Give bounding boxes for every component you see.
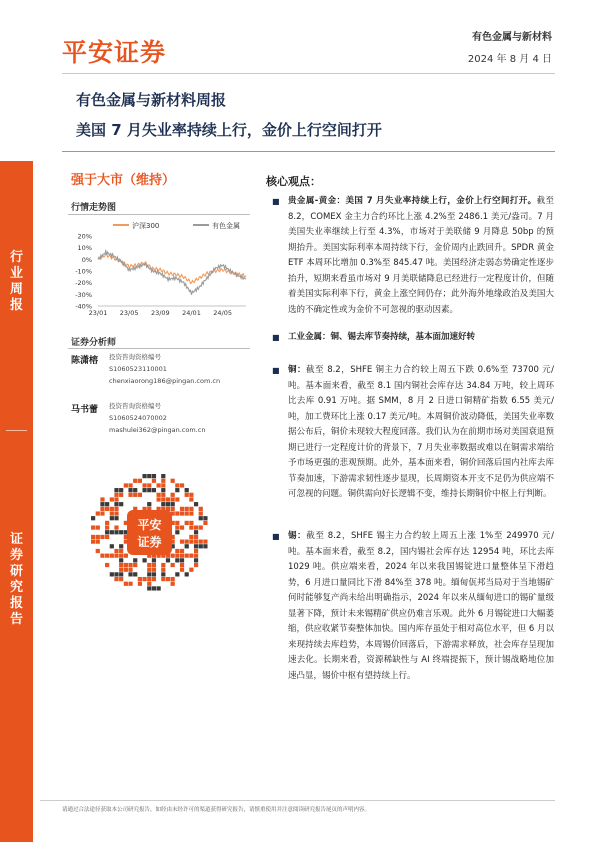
- qr-module: [114, 502, 118, 506]
- qr-module: [180, 563, 184, 567]
- qr-module: [128, 568, 132, 572]
- x-tick-label: 23/09: [150, 309, 170, 317]
- qr-module: [128, 572, 132, 576]
- analyst-name: 陈潇榕: [71, 356, 99, 366]
- qr-module: [147, 568, 151, 572]
- qr-module: [203, 540, 207, 544]
- sidebar-char: 报: [9, 596, 23, 611]
- analyst-cert-label: 投资咨询资格编号: [109, 353, 161, 361]
- qr-module: [194, 525, 198, 529]
- analyst-email[interactable]: mashulei362@pingan.com.cn: [109, 426, 206, 434]
- qr-module: [119, 549, 123, 553]
- qr-logo-text-top: 平安: [137, 518, 162, 532]
- qr-module: [199, 540, 203, 544]
- x-tick-label: 23/01: [88, 309, 108, 317]
- y-tick-label: 0%: [81, 255, 92, 264]
- y-tick-label: -40%: [75, 302, 92, 311]
- qr-module: [180, 507, 184, 511]
- paragraph-lead: 锡：: [288, 531, 307, 541]
- y-tick-label: 10%: [77, 244, 92, 253]
- qr-module: [194, 554, 198, 558]
- qr-module: [157, 493, 161, 497]
- qr-module: [133, 558, 137, 562]
- qr-module: [119, 572, 123, 576]
- qr-module: [175, 558, 179, 562]
- qr-module: [171, 493, 175, 497]
- qr-module: [189, 507, 193, 511]
- qr-module: [194, 549, 198, 553]
- qr-module: [175, 497, 179, 501]
- sidebar-char: 究: [9, 580, 23, 595]
- qr-module: [96, 535, 100, 539]
- qr-module: [194, 544, 198, 548]
- qr-module: [91, 525, 95, 529]
- qr-module: [105, 507, 109, 511]
- qr-module: [138, 479, 142, 483]
- qr-module: [175, 488, 179, 492]
- qr-module: [194, 540, 198, 544]
- x-tick-label: 24/05: [213, 309, 232, 317]
- qr-module: [157, 483, 161, 487]
- qr-module: [166, 497, 170, 501]
- qr-module: [96, 525, 100, 529]
- qr-module: [194, 502, 198, 506]
- qr-module: [110, 544, 114, 548]
- qr-module: [110, 516, 114, 520]
- y-tick-label: -10%: [75, 267, 92, 276]
- paragraph-lead: 工业金属：铜、锡去库节奏持续，基本面加速好转: [288, 332, 476, 342]
- qr-module: [147, 577, 151, 581]
- qr-module: [124, 483, 128, 487]
- qr-module: [100, 507, 104, 511]
- qr-module: [152, 572, 156, 576]
- paragraph-body: 截至 8.2，SHFE 铜主力合约较上周五下跌 0.6%至 73700 元/吨。基本面来看，截至 8.1 国内铜社会库存达 34.84 万吨，较上周环比去库 0.91 万吨。据 SMM，8 月 2 日进口铜精矿指数 6.55 美元/吨，加工费环比上涨 0.17 美元/吨。本周铜价波动降低，美国失业率数据公布后，铜价未现较大程度回落。我们认为在前期市场对美国衰退预期已进行一定程度计价的背景下，7 月失业率数据或难以在铜需求端给予市场更强的悲观预期。此外，基本面来看，铜价回落后国内社库去库节奏加速，下游需求韧性逐步显现，长周期资本开支不足仍为供应端不可忽视的问题。铜供需向好长逻辑不变，维持长期铜价中枢上行判断。: [288, 365, 554, 499]
- qr-module: [114, 572, 118, 576]
- footer-divider: [40, 800, 555, 801]
- series-line: [98, 251, 246, 295]
- qr-module: [96, 511, 100, 515]
- qr-module: [185, 511, 189, 515]
- qr-module: [119, 488, 123, 492]
- bullet-icon: ■: [272, 532, 280, 541]
- qr-module: [142, 488, 146, 492]
- qr-module: [175, 525, 179, 529]
- qr-module: [138, 577, 142, 581]
- qr-module: [142, 474, 146, 478]
- qr-module: [152, 558, 156, 562]
- core-view-title: 核心观点：: [266, 175, 321, 188]
- footer-disclaimer: 请通过合法途径获取本公司研究报告，如经由未经许可的渠道获得研究报告，请慎重使用并注意阅读研究报告尾页的声明内容。: [62, 807, 371, 813]
- qr-module: [119, 530, 123, 534]
- qr-module: [142, 577, 146, 581]
- qr-module: [142, 558, 146, 562]
- qr-module: [175, 572, 179, 576]
- bullet-icon: ■: [272, 197, 280, 206]
- header-date: 2024 年 8 月 4 日: [467, 54, 552, 65]
- chart-section-label: 行情走势图: [71, 203, 117, 213]
- qr-module: [185, 544, 189, 548]
- qr-module: [147, 502, 151, 506]
- sidebar-char: 告: [9, 612, 23, 627]
- qr-module: [114, 577, 118, 581]
- qr-module: [119, 493, 123, 497]
- qr-module: [189, 554, 193, 558]
- qr-module: [185, 572, 189, 576]
- title-divider: [62, 151, 555, 152]
- paragraph-body: 截至 8.2，COMEX 金主力合约环比上涨 4.2%至 2486.1 美元/盎司。7 月美国失业率继续上行至 4.3%，市场对于美联储 9 月降息 50bp 的预期抬升。美国实际利率本周持续下行，金价周内止跌回升。SPDR 黄金 ETF 本周环比增加 0.3%至 845.47 吨。美国经济走弱态势确定性逐步抬升，短期来看虽市场对 9 月美联储降息已经进行一定程度计价，但随着美国实际利率下行，黄金上涨空间仍存；此外海外地缘政治及美国大选的不确定性或为金价不可忽视的驱动因素。: [288, 196, 554, 315]
- qr-module: [189, 535, 193, 539]
- qr-module: [91, 516, 95, 520]
- qr-module: [91, 535, 95, 539]
- qr-module: [100, 535, 104, 539]
- qr-module: [133, 563, 137, 567]
- y-tick-label: -20%: [75, 279, 92, 288]
- qr-module: [161, 502, 165, 506]
- sidebar-char: 行: [9, 250, 23, 265]
- analyst-section-divider: [68, 348, 250, 349]
- qr-module: [199, 511, 203, 515]
- qr-module: [138, 493, 142, 497]
- sidebar-char: 证: [9, 532, 23, 547]
- qr-module: [161, 488, 165, 492]
- y-tick-label: -30%: [75, 290, 92, 299]
- analyst-details: [109, 400, 205, 436]
- qr-module: [133, 493, 137, 497]
- paragraph-industrial-metals: [288, 330, 554, 346]
- qr-module: [199, 544, 203, 548]
- qr-module: [194, 535, 198, 539]
- wechat-qr-code[interactable]: [91, 474, 208, 591]
- qr-module: [152, 488, 156, 492]
- qr-module: [180, 525, 184, 529]
- qr-module: [147, 488, 151, 492]
- qr-module: [114, 549, 118, 553]
- qr-module: [100, 554, 104, 558]
- qr-module: [161, 483, 165, 487]
- qr-module: [185, 521, 189, 525]
- qr-module: [171, 582, 175, 586]
- qr-module: [185, 507, 189, 511]
- qr-module: [133, 488, 137, 492]
- qr-module: [114, 493, 118, 497]
- report-headline: 美国 7 月失业率持续上行，金价上行空间打开: [76, 121, 382, 139]
- qr-module: [185, 554, 189, 558]
- qr-module: [180, 558, 184, 562]
- analyst-cert-no: S1060523110001: [109, 365, 167, 373]
- qr-module: [194, 563, 198, 567]
- analyst-cert-label: 投资咨询资格编号: [109, 402, 161, 410]
- qr-module: [194, 530, 198, 534]
- qr-module: [105, 525, 109, 529]
- industry-rating: 强于大市（维持）: [71, 173, 176, 188]
- qr-module: [119, 568, 123, 572]
- qr-module: [152, 586, 156, 590]
- qr-module: [105, 554, 109, 558]
- report-series-title: 有色金属与新材料周报: [76, 91, 227, 109]
- paragraph-gold: [288, 194, 554, 318]
- qr-module: [133, 572, 137, 576]
- qr-module: [152, 474, 156, 478]
- qr-module: [157, 586, 161, 590]
- analyst-email[interactable]: chenxiaorong186@pingan.com.cn: [109, 377, 221, 385]
- qr-module: [152, 479, 156, 483]
- qr-module: [124, 568, 128, 572]
- qr-module: [110, 554, 114, 558]
- qr-module: [128, 493, 132, 497]
- qr-module: [171, 554, 175, 558]
- qr-module: [114, 497, 118, 501]
- qr-module: [96, 549, 100, 553]
- header-category: 有色金属与新材料: [472, 32, 552, 43]
- qr-module: [105, 530, 109, 534]
- analyst-details: [109, 351, 220, 387]
- qr-module: [171, 563, 175, 567]
- qr-module: [114, 507, 118, 511]
- sidebar-bottom-text: [0, 532, 33, 628]
- qr-module: [128, 563, 132, 567]
- qr-module: [147, 474, 151, 478]
- qr-module: [161, 497, 165, 501]
- qr-module: [138, 582, 142, 586]
- sidebar-char: 报: [9, 298, 23, 313]
- qr-module: [114, 525, 118, 529]
- qr-module: [175, 554, 179, 558]
- sidebar-char: 业: [9, 266, 23, 281]
- qr-module: [152, 568, 156, 572]
- qr-module: [147, 586, 151, 590]
- qr-module: [189, 511, 193, 515]
- qr-module: [166, 502, 170, 506]
- qr-module: [175, 511, 179, 515]
- qr-module: [203, 516, 207, 520]
- qr-module: [175, 530, 179, 534]
- qr-module: [114, 530, 118, 534]
- market-trend-chart: [68, 219, 248, 319]
- qr-module: [114, 516, 118, 520]
- qr-module: [119, 577, 123, 581]
- sidebar-char: 券: [9, 548, 23, 563]
- qr-module: [119, 563, 123, 567]
- qr-module: [91, 540, 95, 544]
- qr-module: [175, 549, 179, 553]
- qr-module: [105, 502, 109, 506]
- qr-module: [119, 554, 123, 558]
- qr-module: [171, 507, 175, 511]
- analyst-name: 马书蕾: [71, 405, 99, 415]
- qr-module: [110, 511, 114, 515]
- paragraph-copper: [288, 363, 554, 503]
- qr-module: [100, 497, 104, 501]
- paragraph-body: 截至 8.2，SHFE 锡主力合约较上周五上涨 1%至 249970 元/吨。基本面来看，截至 8.2，国内锡社会库存达 12954 吨，环比去库 1029 吨。供应端来看，2024 年以来我国锡锭进口量整体呈下滑趋势，6 月进口量同比下滑 84%至 378 吨。缅甸佤邦当局对于当地锡矿何时能够复产尚未给出明确指示，2024 年以来从缅甸进口的锡矿量级显著下降，预计未来锡精矿供应仍难言乐观。此外 6 月锡锭进口大幅萎缩，供应收紧节奏整体加快。国内库存虽处于相对高位水平，但 6 月以来现持续去库趋势，本周锡价回落后，下游需求释放，社会库存呈现加速去化。长期来看，资源稀缺性与 AI 终端提振下，预计锡战略地位加速凸显，锡价中枢有望持续上行。: [288, 531, 554, 681]
- qr-module: [110, 530, 114, 534]
- qr-module: [161, 568, 165, 572]
- paragraph-lead: 贵金属-黄金：美国 7 月失业率持续上行，金价上行空间打开。: [288, 196, 537, 206]
- qr-module: [100, 502, 104, 506]
- qr-module: [161, 474, 165, 478]
- qr-module: [161, 572, 165, 576]
- qr-module: [185, 493, 189, 497]
- qr-module: [119, 544, 123, 548]
- qr-module: [166, 558, 170, 562]
- qr-module: [180, 511, 184, 515]
- qr-logo-text-bottom: 证券: [137, 535, 162, 549]
- qr-module: [152, 563, 156, 567]
- header-divider: [62, 73, 555, 74]
- analyst-cert-no: S1060524070002: [109, 414, 167, 422]
- x-tick-label: 24/01: [182, 309, 201, 317]
- qr-module: [189, 493, 193, 497]
- qr-module: [161, 563, 165, 567]
- qr-module: [128, 488, 132, 492]
- qr-module: [180, 483, 184, 487]
- qr-module: [189, 525, 193, 529]
- qr-module: [175, 521, 179, 525]
- qr-module: [147, 582, 151, 586]
- qr-module: [114, 511, 118, 515]
- qr-module: [180, 549, 184, 553]
- qr-module: [142, 483, 146, 487]
- qr-module: [194, 558, 198, 562]
- qr-module: [180, 554, 184, 558]
- sidebar-divider: [6, 430, 27, 431]
- qr-module: [119, 502, 123, 506]
- qr-module: [110, 497, 114, 501]
- qr-module: [175, 483, 179, 487]
- qr-module: [161, 577, 165, 581]
- qr-module: [96, 540, 100, 544]
- qr-module: [189, 497, 193, 501]
- qr-module: [152, 577, 156, 581]
- qr-module: [133, 479, 137, 483]
- qr-module: [166, 577, 170, 581]
- qr-module: [171, 577, 175, 581]
- qr-module: [110, 507, 114, 511]
- qr-module: [147, 572, 151, 576]
- qr-module: [199, 516, 203, 520]
- qr-module: [105, 563, 109, 567]
- qr-module: [180, 540, 184, 544]
- qr-module: [114, 488, 118, 492]
- legend-label: 沪深300: [132, 222, 160, 230]
- qr-module: [171, 502, 175, 506]
- qr-module: [105, 535, 109, 539]
- qr-module: [189, 521, 193, 525]
- qr-module: [119, 558, 123, 562]
- x-tick-label: 23/05: [119, 309, 139, 317]
- qr-module: [124, 554, 128, 558]
- qr-module: [128, 483, 132, 487]
- qr-module: [171, 497, 175, 501]
- analyst-section-label: 证券分析师: [71, 338, 117, 348]
- sidebar-char: 研: [9, 564, 23, 579]
- qr-module: [147, 483, 151, 487]
- qr-module: [189, 568, 193, 572]
- legend-label: 有色金属: [212, 222, 240, 230]
- paragraph-tin: [288, 529, 554, 684]
- y-tick-label: 20%: [77, 232, 92, 241]
- sidebar-top-text: [0, 250, 33, 314]
- qr-module: [100, 511, 104, 515]
- qr-module: [199, 507, 203, 511]
- qr-module: [185, 540, 189, 544]
- sidebar-char: 周: [9, 282, 23, 297]
- qr-module: [203, 521, 207, 525]
- bullet-icon: ■: [272, 333, 280, 342]
- chart-section-divider: [68, 214, 250, 215]
- qr-module: [157, 497, 161, 501]
- qr-module: [171, 479, 175, 483]
- qr-module: [161, 493, 165, 497]
- qr-module: [105, 521, 109, 525]
- qr-module: [114, 554, 118, 558]
- qr-module: [124, 582, 128, 586]
- qr-module: [199, 525, 203, 529]
- qr-module: [180, 568, 184, 572]
- paragraph-lead: 铜：: [288, 365, 306, 375]
- qr-module: [128, 582, 132, 586]
- qr-module: [124, 563, 128, 567]
- qr-module: [203, 544, 207, 548]
- qr-module: [189, 540, 193, 544]
- qr-module: [147, 563, 151, 567]
- bullet-icon: ■: [272, 366, 280, 375]
- qr-module: [110, 572, 114, 576]
- company-logo: 平安证券: [62, 38, 167, 67]
- qr-module: [161, 479, 165, 483]
- qr-module: [185, 488, 189, 492]
